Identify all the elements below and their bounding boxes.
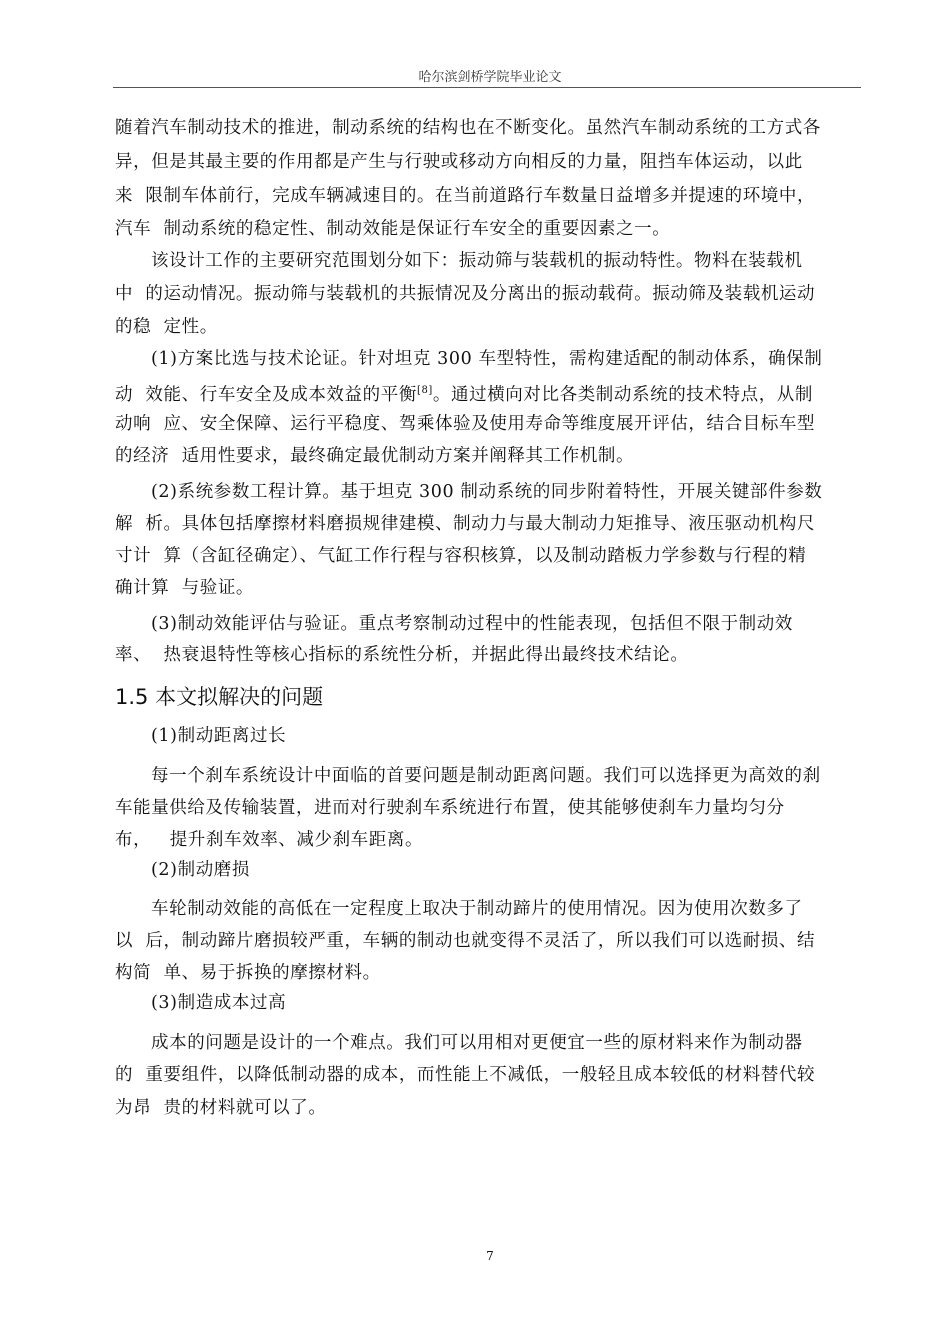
text-line: (3)制造成本过高 (151, 993, 287, 1013)
text-line: 来 限制车体前行，完成车辆减速目的。在当前道路行车数量日益增多并提速的环境中， (115, 186, 816, 206)
text-line: 异，但是其最主要的作用都是产生与行驶或移动方向相反的力量，阻挡车体运动，以此 (115, 152, 803, 172)
text-line: 中 的运动情况。振动筛与装载机的共振情况及分离出的振动载荷。振动筛及装载机运动 (115, 284, 816, 304)
text-line: (1)方案比选与技术论证。针对坦克 300 车型特性，需构建适配的制动体系，确保制 (151, 349, 823, 369)
text-line: 随着汽车制动技术的推进，制动系统的结构也在不断变化。虽然汽车制动系统的工方式各 (115, 118, 821, 138)
header-rule (113, 87, 861, 88)
section-heading: 1.5 本文拟解决的问题 (115, 685, 324, 709)
text-line: 的经济 适用性要求，最终确定最优制动方案并阐释其工作机制。 (115, 446, 635, 466)
text-line: (2)制动磨损 (151, 860, 250, 880)
page-number: 7 (486, 1249, 494, 1263)
text-line: 的稳 定性。 (115, 317, 218, 337)
text-line: 每一个刹车系统设计中面临的首要问题是制动距离问题。我们可以选择更为高效的刹 (151, 766, 821, 786)
text-line: 动响 应、安全保障、运行平稳度、驾乘体验及使用寿命等维度展开评估，结合目标车型 (115, 414, 816, 434)
text-line: (2)系统参数工程计算。基于坦克 300 制动系统的同步附着特性，开展关键部件参数 (151, 482, 823, 502)
text-line: 构简 单、易于拆换的摩擦材料。 (115, 963, 381, 983)
running-header: 哈尔滨剑桥学院毕业论文 (418, 70, 562, 85)
text-line: 以 后，制动蹄片磨损较严重，车辆的制动也就变得不灵活了，所以我们可以选耐损、结 (115, 931, 816, 951)
text-line: 布， 提升刹车效率、减少刹车距离。 (115, 830, 424, 850)
text-line: 率、 热衰退特性等核心指标的系统性分析，并据此得出最终技术结论。 (115, 645, 689, 665)
text-line: 确计算 与验证。 (115, 578, 255, 598)
text-line: 车能量供给及传输装置，进而对行驶刹车系统进行布置，使其能够使刹车力量均匀分 (115, 798, 785, 818)
text-line: (1)制动距离过长 (151, 726, 287, 746)
text-line: 成本的问题是设计的一个难点。我们可以用相对更便宜一些的原材料来作为制动器 (151, 1033, 803, 1053)
text-line: 车轮制动效能的高低在一定程度上取决于制动蹄片的使用情况。因为使用次数多了 (151, 899, 803, 919)
text-line: 为昂 贵的材料就可以了。 (115, 1098, 327, 1118)
text-line: 汽车 制动系统的稳定性、制动效能是保证行车安全的重要因素之一。 (115, 219, 671, 239)
text-line: 的 重要组件，以降低制动器的成本，而性能上不减低，一般轻且成本较低的材料替代较 (115, 1065, 816, 1085)
text-line: 动 效能、行车安全及成本效益的平衡[8]。通过横向对比各类制动系统的技术特点，从制 (115, 384, 814, 405)
text-line: 解 析。具体包括摩擦材料磨损规律建模、制动力与最大制动力矩推导、液压驱动机构尺 (115, 514, 816, 534)
text-line: (3)制动效能评估与验证。重点考察制动过程中的性能表现，包括但不限于制动效 (151, 614, 793, 634)
text-line: 该设计工作的主要研究范围划分如下：振动筛与装载机的振动特性。物料在装载机 (151, 251, 803, 271)
text-line: 寸计 算（含缸径确定）、气缸工作行程与容积核算，以及制动踏板力学参数与行程的精 (115, 546, 807, 566)
citation: [8] (416, 385, 433, 396)
